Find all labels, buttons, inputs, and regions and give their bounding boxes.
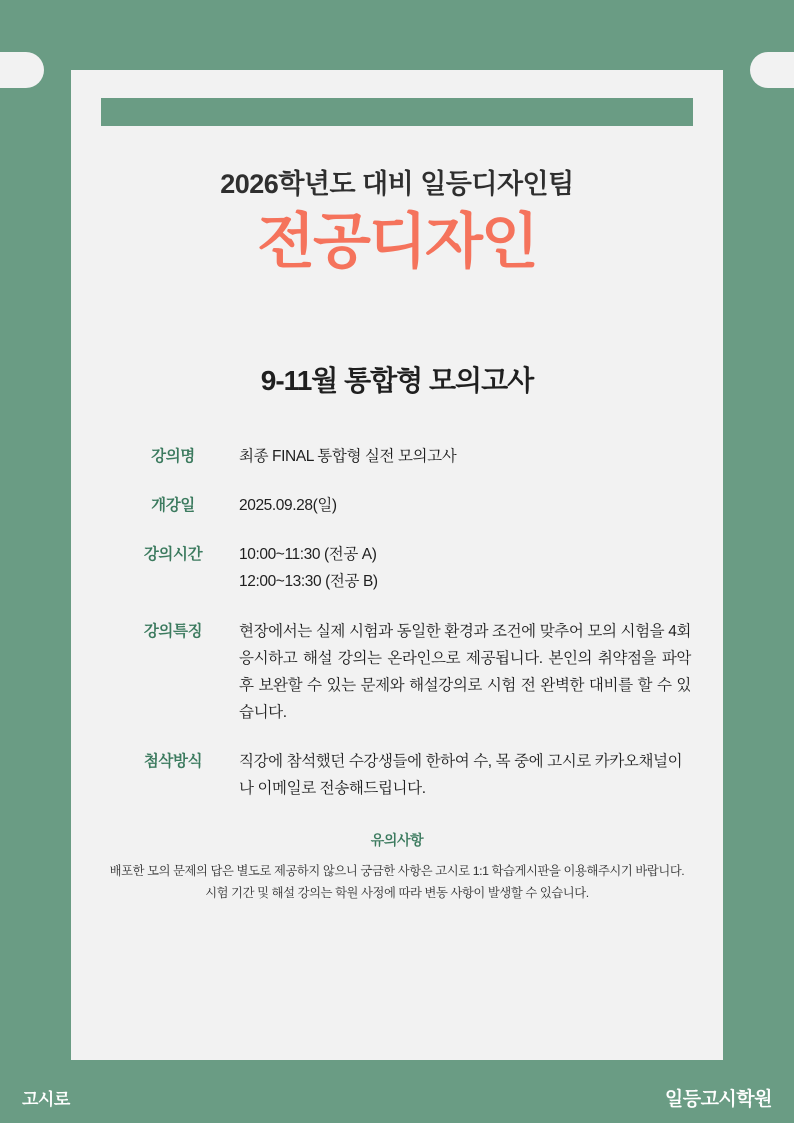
- info-value: [239, 541, 691, 595]
- info-value: 직강에 참석했던 수강생들에 한하여 수, 목 중에 고시로 카카오채널이나 이메일로 전송해드립니다.: [239, 753, 683, 798]
- footer-brand-left: 고시로: [22, 1090, 70, 1109]
- footer: [0, 1084, 794, 1111]
- info-row-lecture-name: [107, 443, 691, 470]
- page-title: 9-11월 통합형 모의고사: [260, 365, 534, 396]
- notice-title: 유의사항: [370, 832, 424, 849]
- info-label: 강의시간: [143, 546, 203, 564]
- info-row-start-date: [107, 492, 691, 519]
- info-table: [71, 443, 723, 802]
- info-value: [239, 492, 691, 519]
- decorative-notch-right: [750, 52, 794, 88]
- top-accent-bar: [101, 98, 693, 126]
- info-value: 현장에서는 실제 시험과 동일한 환경과 조건에 맞추어 모의 시험을 4회 응시하고 해설 강의는 온라인으로 제공됩니다. 본인의 취약점을 파악 후 보완할 수 있는 문제와 해설강의로 시험 전 완벽한 대비를 할 수 있습니다.: [239, 622, 691, 721]
- info-row-lecture-features: [107, 618, 691, 727]
- info-value: [239, 443, 691, 470]
- header-subline: 2026학년도 대비 일등디자인팀: [220, 169, 574, 199]
- poster-card: [71, 70, 723, 1060]
- info-label: 첨삭방식: [143, 753, 203, 770]
- footer-brand-right: 일등고시학원: [664, 1089, 772, 1110]
- notice-line: 배포한 모의 문제의 답은 별도로 제공하지 않으니 궁금한 사항은 고시로 1:1 학습게시판을 이용해주시기 바랍니다.: [109, 864, 685, 879]
- info-value-line: 12:00~13:30 (전공 B): [239, 573, 378, 591]
- info-value-line: 최종 FINAL 통합형 실전 모의고사: [239, 448, 457, 465]
- info-row-feedback-method: [107, 748, 691, 802]
- info-value-line: 10:00~11:30 (전공 A): [239, 546, 377, 564]
- info-label: 강의특징: [143, 622, 203, 640]
- notice-line: 시험 기간 및 해설 강의는 학원 사정에 따라 변동 사항이 발생할 수 있습니다.: [205, 886, 589, 901]
- decorative-notch-left: [0, 52, 44, 88]
- poster-header: [71, 162, 723, 275]
- info-row-lecture-time: [107, 541, 691, 595]
- info-label: 강의명: [151, 448, 195, 465]
- info-value-line: 2025.09.28(일): [239, 497, 337, 515]
- header-title: 전공디자인: [257, 208, 537, 275]
- notice-section: [71, 830, 723, 904]
- info-label: 개강일: [151, 497, 195, 515]
